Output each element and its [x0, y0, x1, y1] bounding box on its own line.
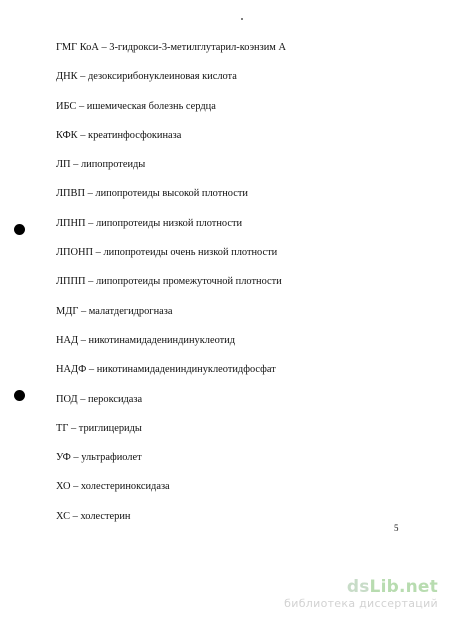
- abbreviation-term: ЛПНП: [56, 217, 86, 229]
- watermark-logo: [284, 577, 438, 597]
- abbreviation-item: [56, 70, 286, 99]
- abbreviation-term: ЛПОНП: [56, 247, 94, 259]
- abbreviation-item: [56, 158, 286, 187]
- hole-punch-mark: [14, 224, 25, 235]
- abbreviation-term: ГМГ КоА: [56, 42, 99, 53]
- abbreviation-definition: липопротеиды высокой плотности: [95, 188, 248, 200]
- abbreviation-separator: –: [87, 188, 93, 200]
- abbreviation-definition: никотинамидадениндинуклеотид: [88, 334, 236, 346]
- abbreviation-term: УФ: [56, 452, 71, 464]
- scan-mark: [241, 18, 243, 20]
- abbreviation-separator: –: [80, 334, 86, 346]
- abbreviation-definition: ультрафиолет: [81, 452, 142, 464]
- abbreviation-separator: –: [80, 305, 87, 317]
- abbreviation-definition: дезоксирибонуклеиновая кислота: [87, 71, 237, 83]
- abbreviation-definition: пероксидаза: [88, 393, 143, 405]
- abbreviation-term: ЛПВП: [56, 188, 85, 200]
- abbreviation-term: ИБС: [56, 100, 77, 112]
- abbreviation-definition: холестерин: [80, 510, 131, 522]
- abbreviation-definition: 3-гидрокси-3-метилглутарил-коэнзим А: [109, 42, 286, 53]
- abbreviation-term: ХО: [56, 481, 71, 493]
- watermark: [284, 577, 438, 611]
- abbreviation-definition: холестериноксидаза: [80, 481, 170, 493]
- abbreviation-term: ЛППП: [56, 276, 86, 288]
- abbreviation-definition: липопротеиды очень низкой плотности: [103, 247, 278, 259]
- abbreviation-item: [56, 275, 286, 304]
- abbreviation-separator: –: [70, 422, 77, 434]
- abbreviation-term: ДНК: [56, 71, 78, 83]
- abbreviation-separator: –: [80, 129, 86, 141]
- abbreviation-definition: никотинамидадениндинуклеотидфосфат: [96, 364, 276, 376]
- abbreviation-term: НАД: [56, 334, 79, 346]
- abbreviation-separator: –: [78, 100, 85, 112]
- watermark-tagline: библиотека диссертаций: [284, 597, 438, 610]
- abbreviation-separator: –: [73, 452, 79, 464]
- abbreviation-separator: –: [88, 364, 95, 376]
- hole-punch-mark: [14, 390, 25, 401]
- abbreviation-item: [56, 187, 286, 216]
- watermark-logo-part: Lib.net: [369, 577, 438, 597]
- abbreviation-separator: –: [72, 510, 78, 522]
- abbreviation-term: НАДФ: [56, 364, 87, 376]
- abbreviation-item: [56, 41, 286, 70]
- abbreviation-item: [56, 217, 286, 246]
- abbreviation-term: ПОД: [56, 393, 78, 405]
- abbreviation-separator: –: [95, 247, 101, 259]
- abbreviation-term: ТГ: [56, 422, 69, 434]
- abbreviation-item: [56, 129, 286, 158]
- watermark-logo-part: ds: [346, 577, 370, 597]
- abbreviation-definition: малатдегидрогназа: [88, 305, 173, 317]
- abbreviation-separator: –: [80, 71, 86, 83]
- abbreviation-definition: креатинфосфокиназа: [88, 129, 182, 141]
- abbreviation-definition: триглицериды: [78, 422, 142, 434]
- abbreviation-separator: –: [73, 159, 79, 171]
- abbreviation-separator: –: [88, 276, 94, 288]
- abbreviation-term: ЛП: [56, 159, 71, 171]
- abbreviation-list: [56, 41, 286, 539]
- page-number: 5: [394, 523, 399, 533]
- abbreviation-term: МДГ: [56, 305, 79, 317]
- abbreviation-item: [56, 510, 286, 539]
- abbreviation-term: КФК: [56, 129, 78, 141]
- abbreviation-item: [56, 363, 286, 392]
- abbreviation-item: [56, 305, 286, 334]
- abbreviation-separator: –: [88, 217, 94, 229]
- abbreviation-separator: –: [101, 42, 107, 53]
- abbreviation-item: [56, 100, 286, 129]
- abbreviation-item: [56, 422, 286, 451]
- abbreviation-definition: ишемическая болезнь сердца: [86, 100, 216, 112]
- abbreviation-item: [56, 393, 286, 422]
- abbreviation-item: [56, 334, 286, 363]
- abbreviation-item: [56, 246, 286, 275]
- abbreviation-definition: липопротеиды промежуточной плотности: [95, 276, 282, 288]
- abbreviation-definition: липопротеиды: [80, 159, 146, 171]
- abbreviation-term: ХС: [56, 510, 71, 522]
- abbreviation-item: [56, 480, 286, 509]
- abbreviation-definition: липопротеиды низкой плотности: [95, 217, 243, 229]
- abbreviation-separator: –: [80, 393, 86, 405]
- abbreviation-separator: –: [73, 481, 79, 493]
- abbreviation-item: [56, 451, 286, 480]
